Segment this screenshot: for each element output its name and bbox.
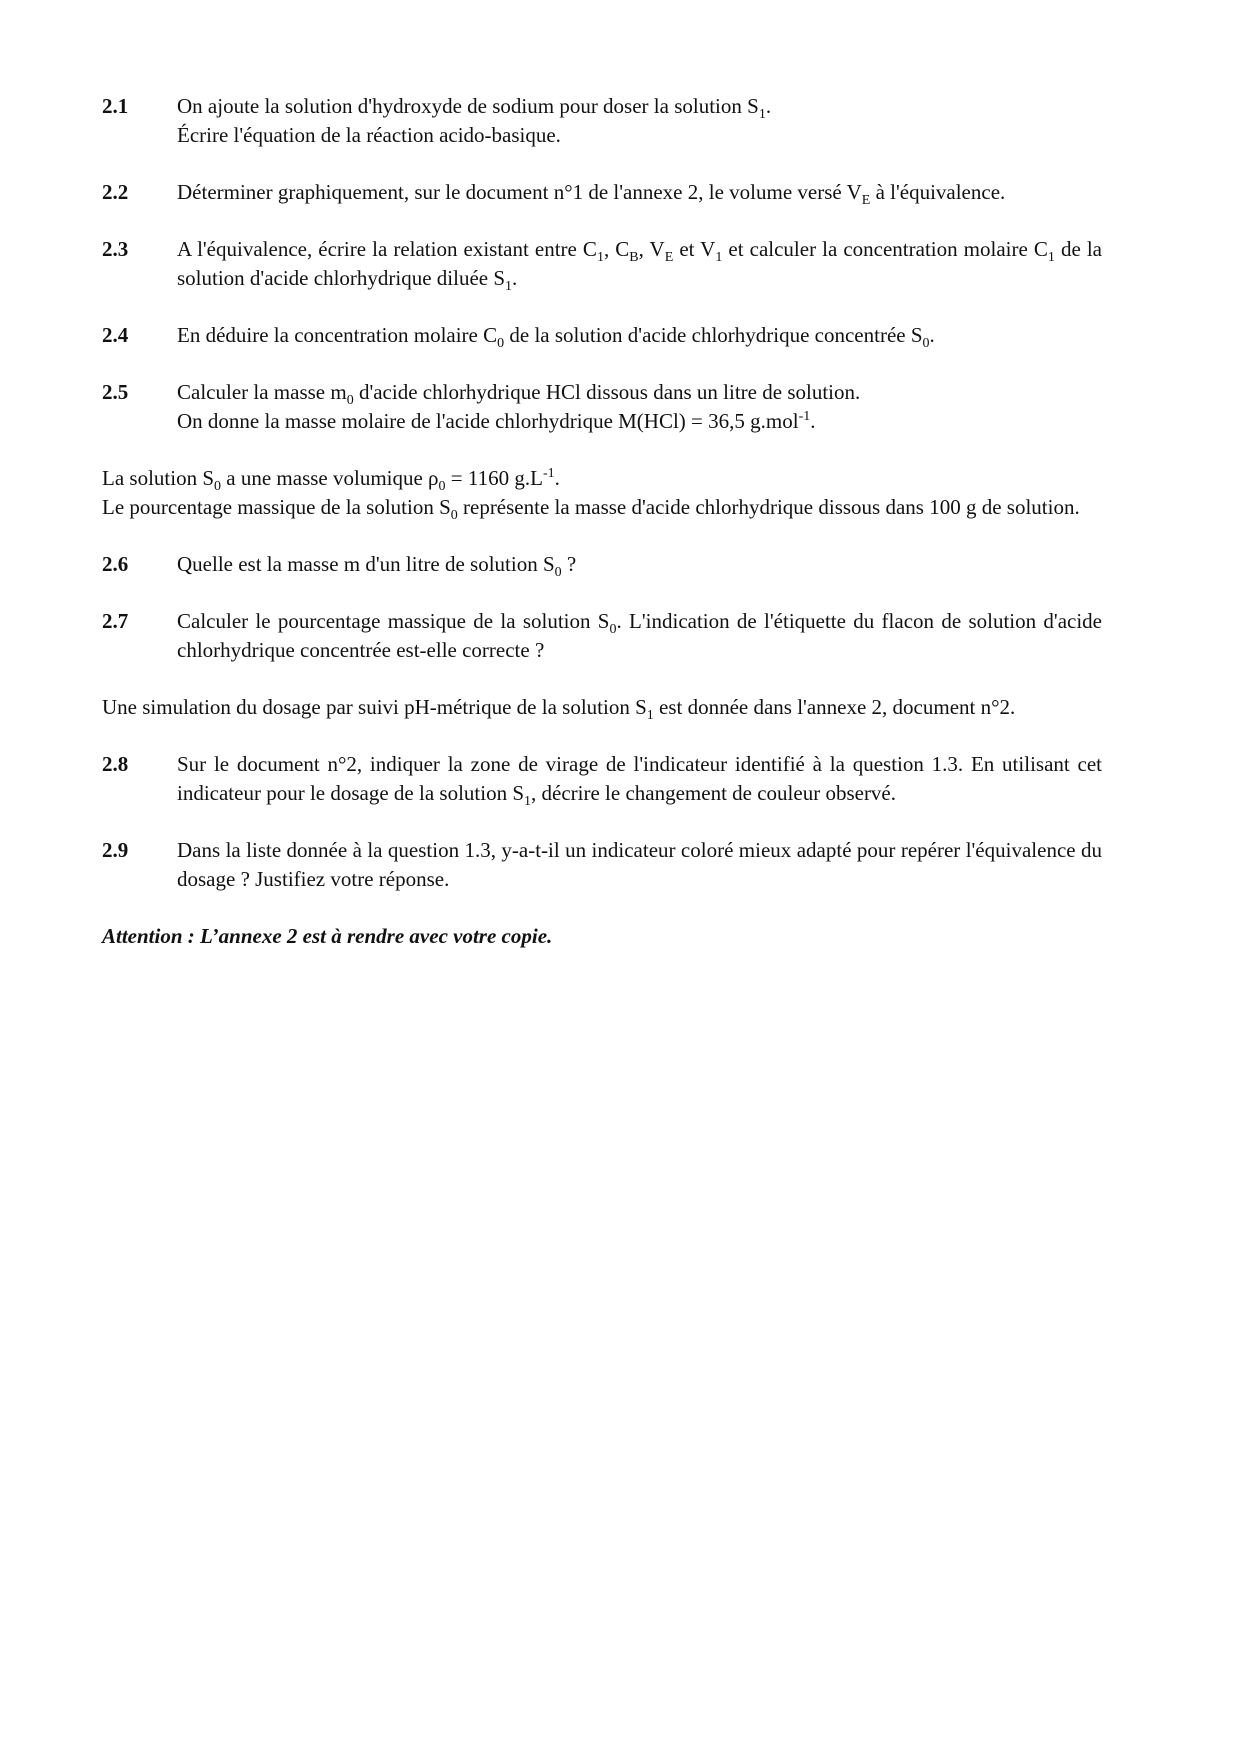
question-2-2 <box>102 178 1102 207</box>
question-text: Quelle est la masse m d'un litre de solution $S_0$ ? <box>177 552 577 581</box>
question-text: Dans la liste donnée à la question 1.3, y-a-t-il un indicateur coloré mieux adapté pour repérer l'équivalence du dosage ? Justifiez votre réponse. <box>177 838 1102 891</box>
question-number: 2.9 <box>102 838 129 862</box>
question-2-4 <box>102 321 1102 350</box>
simulation-paragraph: Une simulation du dosage par suivi pH-métrique de la solution $S_1$ est donnée dans l'annexe 2, document n°2. <box>102 695 1016 724</box>
document-page <box>102 92 1102 951</box>
question-number: 2.5 <box>102 380 129 404</box>
question-text: Sur le document n°2, indiquer la zone de virage de l'indicateur identifié à la question 1.3. En utilisant cet indicateur pour le dosage de la solution $S_1$, décrire le changement de couleur observé. <box>177 752 1102 810</box>
question-number: 2.7 <box>102 609 129 633</box>
question-number: 2.4 <box>102 323 129 347</box>
text-line: Calculer la masse $m_0$ d'acide chlorhydrique HCl dissous dans un litre de solution. <box>177 380 861 409</box>
question-text: A l'équivalence, écrire la relation existant entre $C_1$, $C_B$, $V_E$ et $V_1$ et calculer la concentration molaire $C_1$ de la solution d'acide chlorhydrique diluée $S_1$. <box>177 237 1102 295</box>
text-line: Le pourcentage massique de la solution $S_0$ représente la masse d'acide chlorhydrique dissous dans 100 g de solution. <box>102 495 1080 524</box>
question-text <box>177 378 1102 436</box>
text-line: La solution $S_0$ a une masse volumique $\rho_0 = 1160$ $g.L^{-1}$. <box>102 466 560 495</box>
question-text <box>177 92 1102 150</box>
question-2-7 <box>102 607 1102 665</box>
text-line: On ajoute la solution d'hydroxyde de sodium pour doser la solution $S_1$. <box>177 94 772 123</box>
density-paragraph <box>102 464 1102 522</box>
question-text: Déterminer graphiquement, sur le document n°1 de l'annexe 2, le volume versé $V_E$ à l'équivalence. <box>177 180 1006 209</box>
question-number: 2.1 <box>102 94 129 118</box>
text-line: On donne la masse molaire de l'acide chlorhydrique M(HCl) = 36,5 g.mol$^{-1}$. <box>177 409 816 433</box>
question-text: Calculer le pourcentage massique de la solution $S_0$. L'indication de l'étiquette du flacon de solution d'acide chlorhydrique concentrée est-elle correcte ? <box>177 609 1102 662</box>
warning-note: Attention : L’annexe 2 est à rendre avec votre copie. <box>102 924 553 948</box>
question-2-5 <box>102 378 1102 436</box>
text-line: Écrire l'équation de la réaction acido-basique. <box>177 123 561 147</box>
question-2-3 <box>102 235 1102 293</box>
question-text: En déduire la concentration molaire $C_0$ de la solution d'acide chlorhydrique concentrée $S_0$. <box>177 323 935 352</box>
question-2-1 <box>102 92 1102 150</box>
question-number: 2.2 <box>102 180 129 204</box>
question-2-8 <box>102 750 1102 808</box>
question-number: 2.6 <box>102 552 129 576</box>
question-number: 2.8 <box>102 752 129 776</box>
question-2-6 <box>102 550 1102 579</box>
question-number: 2.3 <box>102 237 129 261</box>
question-2-9 <box>102 836 1102 894</box>
